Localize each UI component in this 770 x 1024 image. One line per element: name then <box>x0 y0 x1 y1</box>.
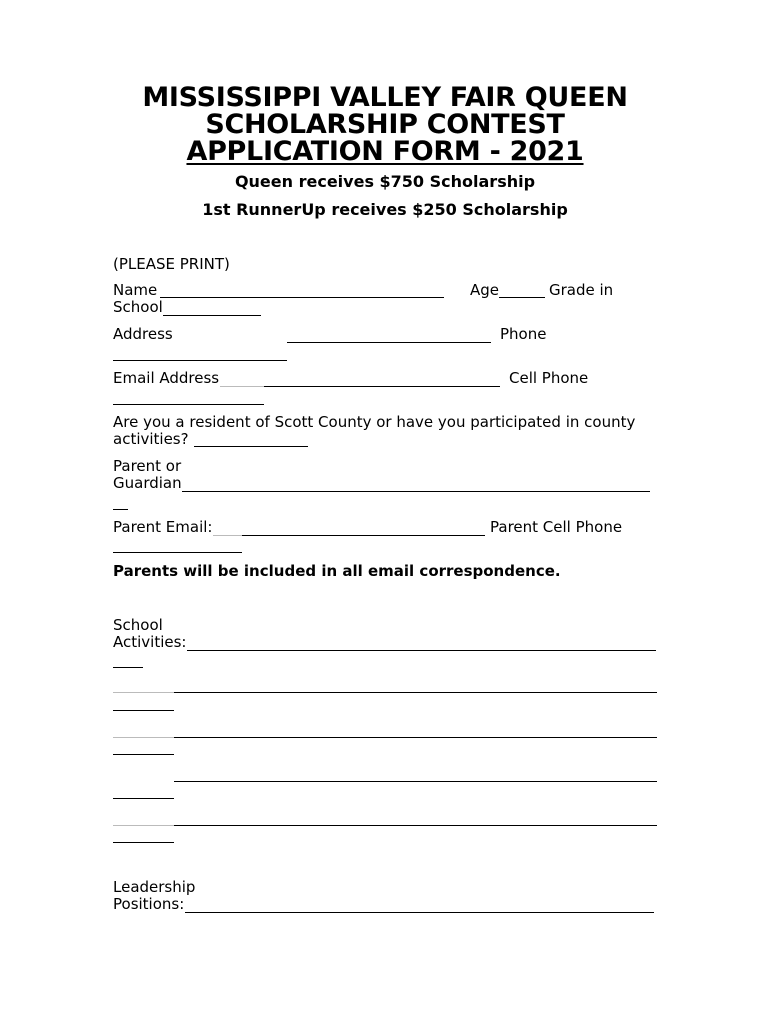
runnerup-scholarship-text: 1st RunnerUp receives $250 Scholarship <box>202 200 568 219</box>
school-field[interactable] <box>163 315 261 316</box>
address-field[interactable] <box>287 342 491 343</box>
age-label: Age <box>470 281 500 299</box>
name-field[interactable] <box>160 297 444 298</box>
school-activities-field-2[interactable] <box>174 692 657 693</box>
school-activities-field-4[interactable] <box>174 781 657 782</box>
parent-label-line-2: Guardian <box>113 474 182 492</box>
school-activities-field-1[interactable] <box>187 650 656 651</box>
grade-label: Grade in <box>549 281 614 299</box>
email-field[interactable] <box>264 386 500 387</box>
school-activities-label-line-2: Activities: <box>113 633 187 651</box>
parent-cell-label: Parent Cell Phone <box>490 518 623 536</box>
school-activities-field-5-wrap <box>113 842 174 843</box>
cell-phone-field[interactable] <box>113 404 264 405</box>
parent-cell-field[interactable] <box>113 552 242 553</box>
title-line-3: APPLICATION FORM - 2021 <box>186 136 584 167</box>
parents-note: Parents will be included in all email correspondence. <box>113 562 561 580</box>
school-activities-field-3-wrap <box>113 754 174 755</box>
parent-guardian-field[interactable] <box>182 491 650 492</box>
please-print-note: (PLEASE PRINT) <box>113 255 230 273</box>
leadership-label-line-1: Leadership <box>113 878 196 896</box>
leadership-positions-field[interactable] <box>185 912 654 913</box>
resident-answer-field[interactable] <box>194 446 308 447</box>
resident-question-line-2: activities? <box>113 430 189 448</box>
school-activities-field-5[interactable] <box>174 825 657 826</box>
title-line-1: MISSISSIPPI VALLEY FAIR QUEEN <box>142 82 628 113</box>
school-label: School <box>113 298 163 316</box>
name-label: Name <box>113 281 158 299</box>
school-activities-field-2-wrap <box>113 710 174 711</box>
school-activities-field-3[interactable] <box>174 737 657 738</box>
parent-email-field-lead <box>213 535 242 536</box>
school-activities-label-line-1: School <box>113 616 163 634</box>
leadership-label-line-2: Positions: <box>113 895 185 913</box>
school-activities-field-1-wrap <box>113 667 143 668</box>
school-activities-field-5-lead <box>113 825 174 826</box>
email-field-lead <box>220 386 264 387</box>
phone-label: Phone <box>500 325 547 343</box>
parent-guardian-field-wrap <box>113 509 128 510</box>
school-activities-field-3-lead <box>113 737 174 738</box>
queen-scholarship-text: Queen receives $750 Scholarship <box>234 172 536 191</box>
address-label: Address <box>113 325 173 343</box>
school-activities-field-4-wrap <box>113 798 174 799</box>
title-line-2: SCHOLARSHIP CONTEST <box>205 109 565 140</box>
email-label: Email Address <box>113 369 220 387</box>
parent-email-label: Parent Email: <box>113 518 213 536</box>
phone-field[interactable] <box>113 360 287 361</box>
cell-phone-label: Cell Phone <box>509 369 589 387</box>
resident-question-line-1: Are you a resident of Scott County or have you participated in county <box>113 413 636 431</box>
parent-email-field[interactable] <box>242 535 485 536</box>
school-activities-field-2-lead <box>113 692 174 693</box>
parent-label-line-1: Parent or <box>113 457 182 475</box>
age-field[interactable] <box>499 297 545 298</box>
